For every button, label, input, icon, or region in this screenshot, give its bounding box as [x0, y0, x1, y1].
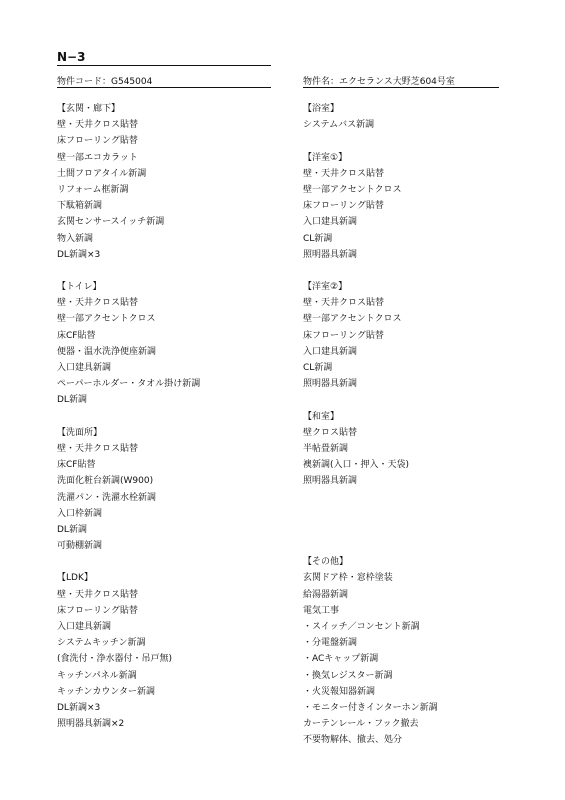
right-column: [303, 101, 533, 749]
section-title: 【洋室①】: [303, 152, 348, 163]
work-item: 壁・天井クロス貼替: [303, 298, 385, 309]
work-item: 床CF貼替: [57, 460, 96, 471]
work-item: 壁・天井クロス貼替: [57, 298, 139, 309]
property-name: 物件名：エクセランス大野芝604号室: [303, 77, 455, 87]
work-item: 土間フロアタイル新調: [57, 168, 147, 179]
work-item: 給湯器新調: [303, 589, 349, 600]
work-item: 床フローリング貼替: [57, 605, 138, 616]
work-item: 入口枠新調: [57, 508, 103, 519]
work-item: ・ACキャップ新調: [303, 654, 379, 665]
property-code-rule: [57, 87, 271, 88]
work-item: 床CF貼替: [57, 330, 96, 341]
work-item: システムバス新調: [303, 120, 375, 131]
work-item: ペーパーホルダー・タオル掛け新調: [57, 379, 201, 390]
section-spacer: [57, 263, 287, 279]
work-item: 物入新調: [57, 233, 94, 244]
work-item: DL新調×3: [57, 702, 101, 713]
work-item: CL新調: [303, 363, 333, 373]
section-title: 【洗面所】: [57, 427, 103, 438]
work-item: 床フローリング貼替: [57, 136, 138, 147]
work-item: DL新調: [57, 524, 87, 535]
work-item: 床フローリング貼替: [303, 201, 384, 212]
work-item: ・分電盤新調: [303, 638, 358, 649]
section-title: 【LDK】: [57, 573, 93, 584]
work-item: (食洗付・浄水器付・吊戸無): [57, 654, 173, 665]
work-item: カーテンレール・フック撤去: [303, 719, 419, 730]
work-item: 電気工事: [303, 605, 340, 616]
section-spacer: [303, 263, 533, 279]
work-item: 洗濯パン・洗濯水栓新調: [57, 492, 157, 503]
work-item: 入口建具新調: [57, 622, 112, 632]
section-spacer: [57, 409, 287, 425]
work-item: DL新調×3: [57, 249, 101, 260]
work-item: ・換気レジスター新調: [303, 670, 393, 681]
work-item: 壁一部アクセントクロス: [57, 314, 156, 325]
work-item: 洗面化粧台新調(W900): [57, 476, 154, 487]
work-item: 壁・天井クロス貼替: [57, 120, 139, 131]
work-item: 壁一部アクセントクロス: [303, 314, 402, 325]
work-item: システムキッチン新調: [57, 638, 146, 649]
work-item: 壁一部エコカラット: [57, 152, 138, 163]
work-item: 照明器具新調×2: [57, 719, 125, 730]
work-item: 半帖畳新調: [303, 443, 349, 454]
work-item: ・火災報知器新調: [303, 686, 376, 697]
work-item: 壁・天井クロス貼替: [303, 168, 385, 179]
section-title: 【トイレ】: [57, 282, 102, 293]
section-spacer: [303, 490, 533, 506]
work-item: ・スイッチ／コンセント新調: [303, 622, 420, 632]
work-item: 壁・天井クロス貼替: [57, 589, 139, 600]
left-column: [57, 101, 287, 732]
section-title: 【浴室】: [303, 104, 340, 114]
work-item: ・モニター付きインターホン新調: [303, 702, 438, 713]
section-title: 【和室】: [303, 411, 340, 422]
document-id: N−3: [57, 50, 86, 64]
section-title: 【洋室②】: [303, 282, 348, 293]
work-item: 便器・温水洗浄便座新調: [57, 346, 157, 357]
work-item: 壁一部アクセントクロス: [303, 184, 402, 195]
property-name-rule: [303, 87, 499, 88]
work-item: 床フローリング貼替: [303, 330, 384, 341]
work-item: リフォーム框新調: [57, 184, 129, 195]
title-rule: [57, 65, 271, 66]
section-spacer: [303, 522, 533, 538]
section-spacer: [57, 554, 287, 570]
work-item: 入口建具新調: [303, 346, 358, 357]
work-item: 可動棚新調: [57, 541, 103, 552]
work-item: キッチンパネル新調: [57, 670, 137, 681]
work-item: 入口建具新調: [303, 217, 358, 228]
section-spacer: [303, 133, 533, 149]
work-item: CL新調: [303, 233, 333, 244]
section-title: 【その他】: [303, 557, 349, 568]
section-spacer: [303, 538, 533, 554]
work-item: キッチンカウンター新調: [57, 686, 156, 697]
work-item: 照明器具新調: [303, 379, 358, 390]
section-spacer: [303, 506, 533, 522]
work-item: 玄関ドア枠・窓枠塗装: [303, 573, 393, 584]
work-item: 玄関センサースイッチ新調: [57, 217, 165, 228]
work-item: DL新調: [57, 395, 87, 406]
work-item: 壁・天井クロス貼替: [57, 443, 139, 454]
work-item: 照明器具新調: [303, 476, 358, 487]
section-title: 【玄関・廊下】: [57, 104, 121, 114]
property-code: 物件コード：G545004: [57, 77, 153, 87]
work-item: 照明器具新調: [303, 249, 358, 260]
work-item: 不要物解体、撤去、処分: [303, 735, 403, 746]
work-item: 下駄箱新調: [57, 201, 103, 212]
work-item: 壁クロス貼替: [303, 427, 358, 438]
work-item: 襖新調(入口・押入・天袋): [303, 460, 410, 471]
section-spacer: [303, 392, 533, 408]
work-item: 入口建具新調: [57, 363, 112, 373]
